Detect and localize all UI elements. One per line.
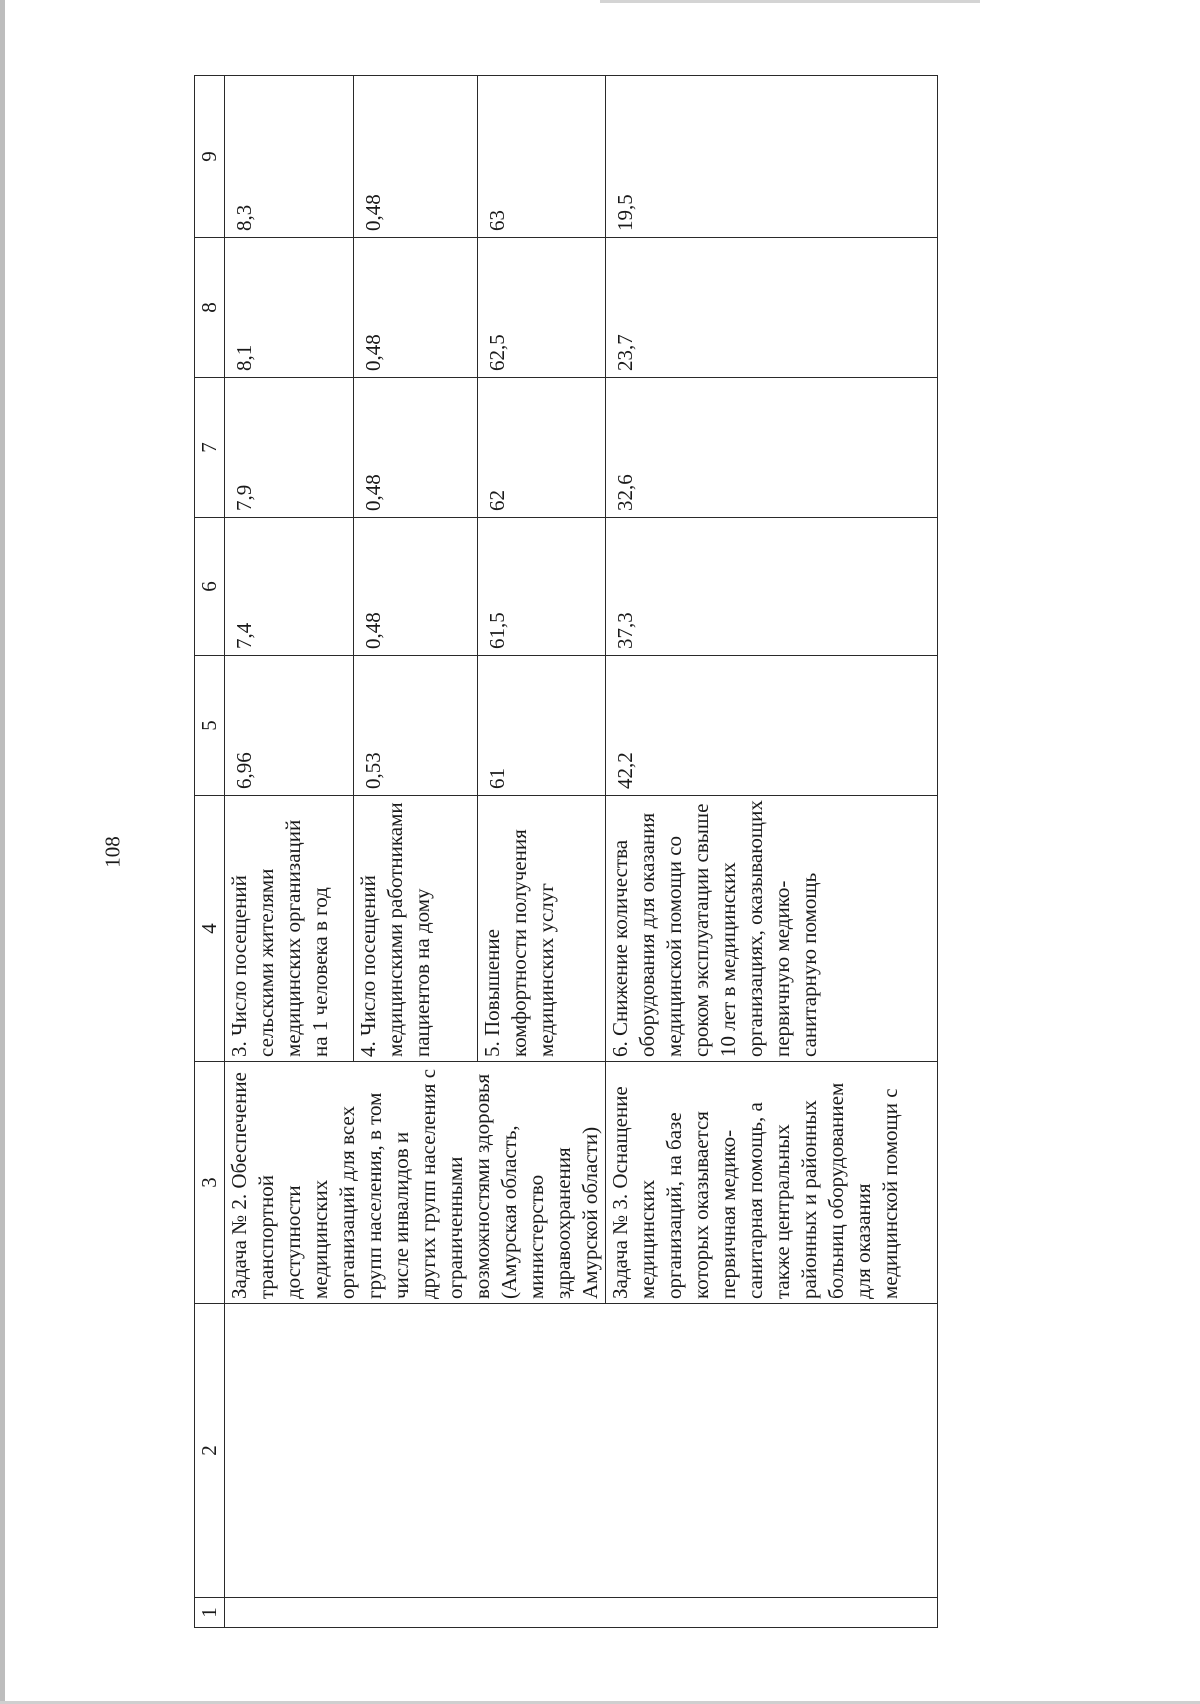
value-cell: 7,9 [225,378,354,518]
column-header: 5 [195,656,225,796]
value-cell: 0,48 [353,76,477,238]
column-header: 1 [195,1598,225,1628]
value-cell: 62 [478,378,606,518]
indicators-table [194,75,938,1628]
column-header: 3 [195,1062,225,1304]
indicator-name: 4. Число посещений медицинскими работниками пациентов на дому [353,796,477,1062]
task-cell: Задача № 3. Оснащение медицинских организаций, на базе которых оказывается первичная медико-санитарная помощь, а также центральных районных и районных больниц оборудованием для оказания медицинской помощи с [606,1062,938,1304]
value-cell: 61 [478,656,606,796]
value-cell: 32,6 [606,378,938,518]
header-row [195,76,225,1628]
value-cell: 19,5 [606,76,938,238]
indicator-name: 3. Число посещений сельскими жителями медицинских организаций на 1 человека в год [225,796,354,1062]
scan-edge-left [0,0,5,1704]
value-cell: 61,5 [478,518,606,656]
value-cell: 37,3 [606,518,938,656]
indicator-name: 6. Снижение количества оборудования для оказания медицинской помощи со сроком эксплуатации свыше 10 лет в медицинских организациях, оказывающих первичную медико-санитарную помощь [606,796,938,1062]
indicator-name: 5. Повышение комфортности получения медицинских услуг [478,796,606,1062]
column-header: 6 [195,518,225,656]
value-cell: 0,48 [353,238,477,378]
column-header: 4 [195,796,225,1062]
scan-edge-top [600,0,980,3]
column-header: 8 [195,238,225,378]
col2-cell [225,1304,938,1598]
value-cell: 0,53 [353,656,477,796]
value-cell: 0,48 [353,378,477,518]
value-cell: 62,5 [478,238,606,378]
value-cell: 42,2 [606,656,938,796]
value-cell: 8,1 [225,238,354,378]
page-number: 108 [100,836,125,868]
column-header: 2 [195,1304,225,1598]
value-cell: 8,3 [225,76,354,238]
value-cell: 6,96 [225,656,354,796]
col1-cell [225,1598,938,1628]
value-cell: 23,7 [606,238,938,378]
table-row [225,76,354,1628]
column-header: 7 [195,378,225,518]
value-cell: 0,48 [353,518,477,656]
value-cell: 63 [478,76,606,238]
task-cell: Задача № 2. Обеспечение транспортной доступности медицинских организаций для всех групп населения, в том числе инвалидов и других групп населения с ограниченными возможностями здоровья (Амурская область, министерство здравоохранения Амурской области) [225,1062,606,1304]
rotated-table-wrapper [194,76,900,1628]
value-cell: 7,4 [225,518,354,656]
column-header: 9 [195,76,225,238]
